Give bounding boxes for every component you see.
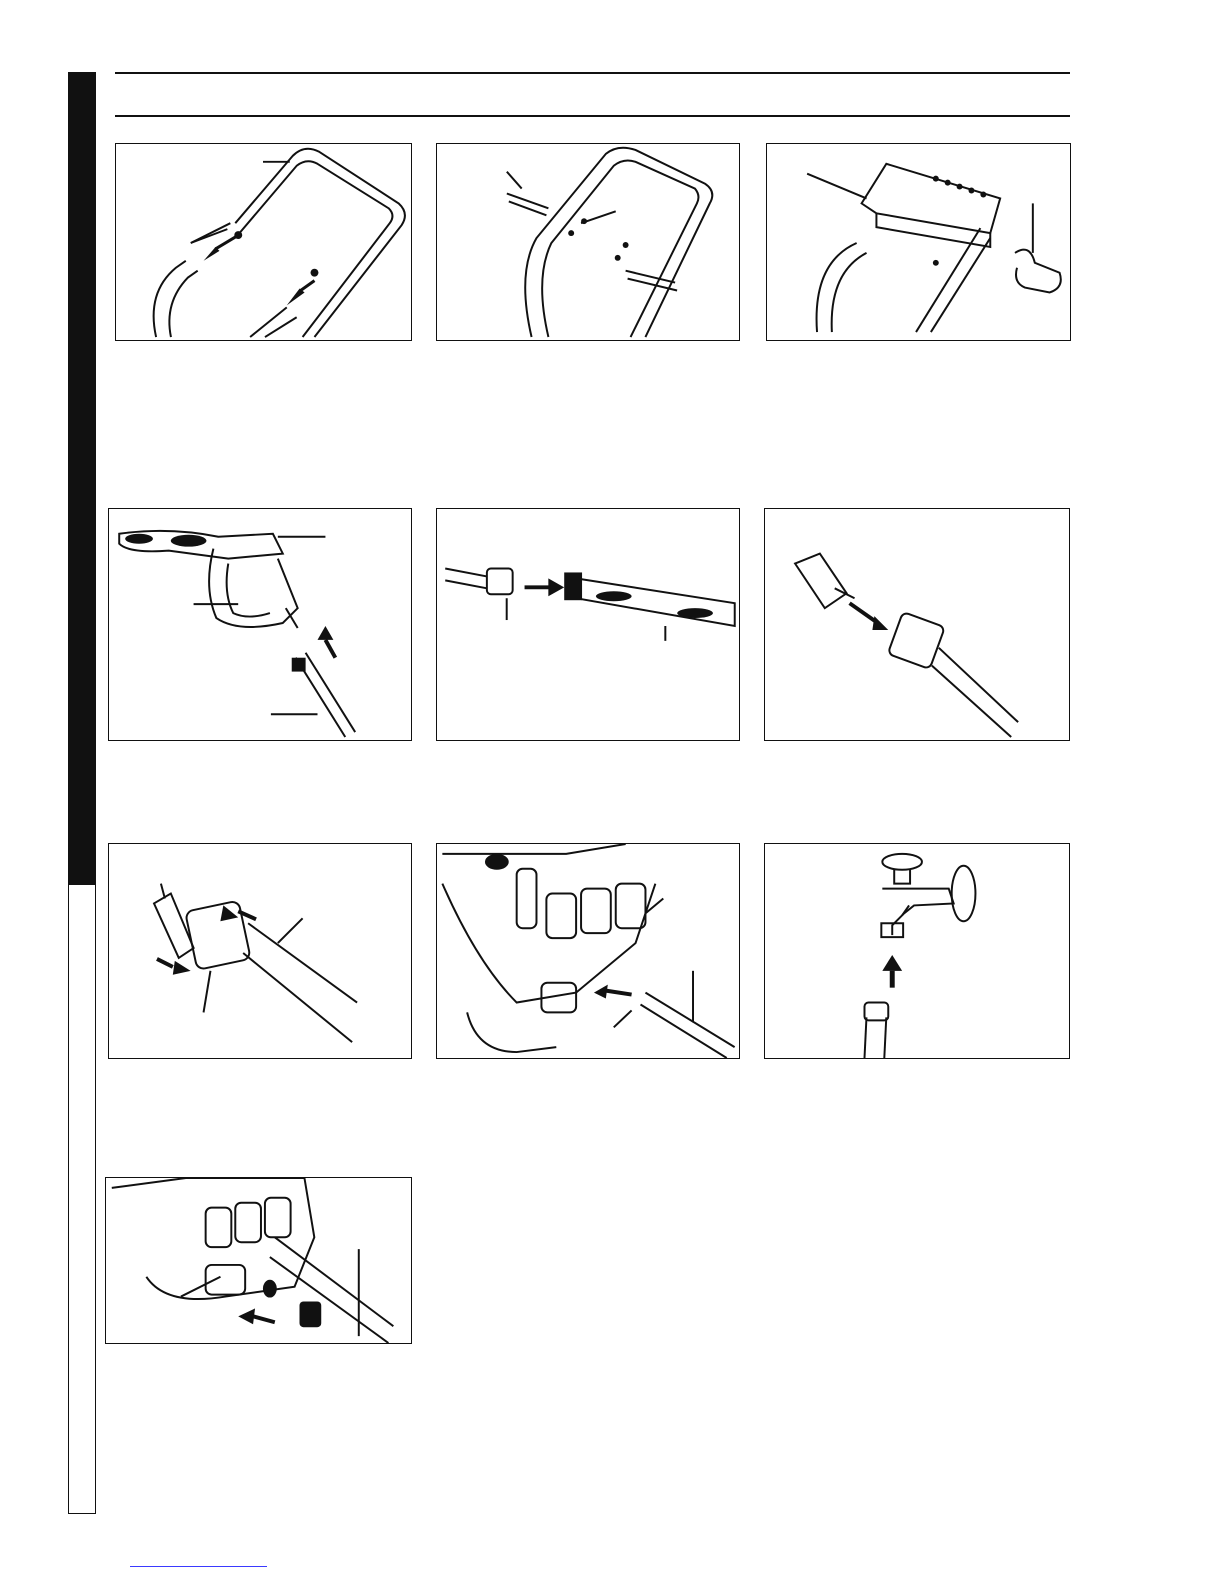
- handle-icon: [767, 144, 1070, 340]
- figure-inlet-screen: [105, 1177, 412, 1344]
- figure-quick-collar: [108, 843, 412, 1059]
- faucet-icon: [765, 844, 1069, 1058]
- figure-spray-gun: [108, 508, 412, 741]
- header-rule-bottom: [115, 115, 1070, 117]
- figure-nozzle-coupler: [764, 508, 1070, 741]
- pump-icon: [437, 844, 739, 1058]
- section-tab-lower: [68, 885, 96, 1514]
- figure-pump-connect: [436, 843, 740, 1059]
- hose-icon: [109, 844, 411, 1058]
- hose-icon: [437, 509, 739, 740]
- section-tab: [68, 72, 96, 885]
- pump-icon: [106, 1178, 411, 1343]
- spray-gun-icon: [109, 509, 411, 740]
- handle-icon: [437, 144, 739, 340]
- figure-wand-connect: [436, 508, 740, 741]
- footer-link[interactable]: [130, 1566, 267, 1567]
- handle-icon: [116, 144, 411, 340]
- figure-panel-bracket: [766, 143, 1071, 341]
- header-rule-top: [115, 72, 1070, 74]
- figure-handle-bolts: [436, 143, 740, 341]
- figure-faucet: [764, 843, 1070, 1059]
- figure-handle-assembly: [115, 143, 412, 341]
- hose-icon: [765, 509, 1069, 740]
